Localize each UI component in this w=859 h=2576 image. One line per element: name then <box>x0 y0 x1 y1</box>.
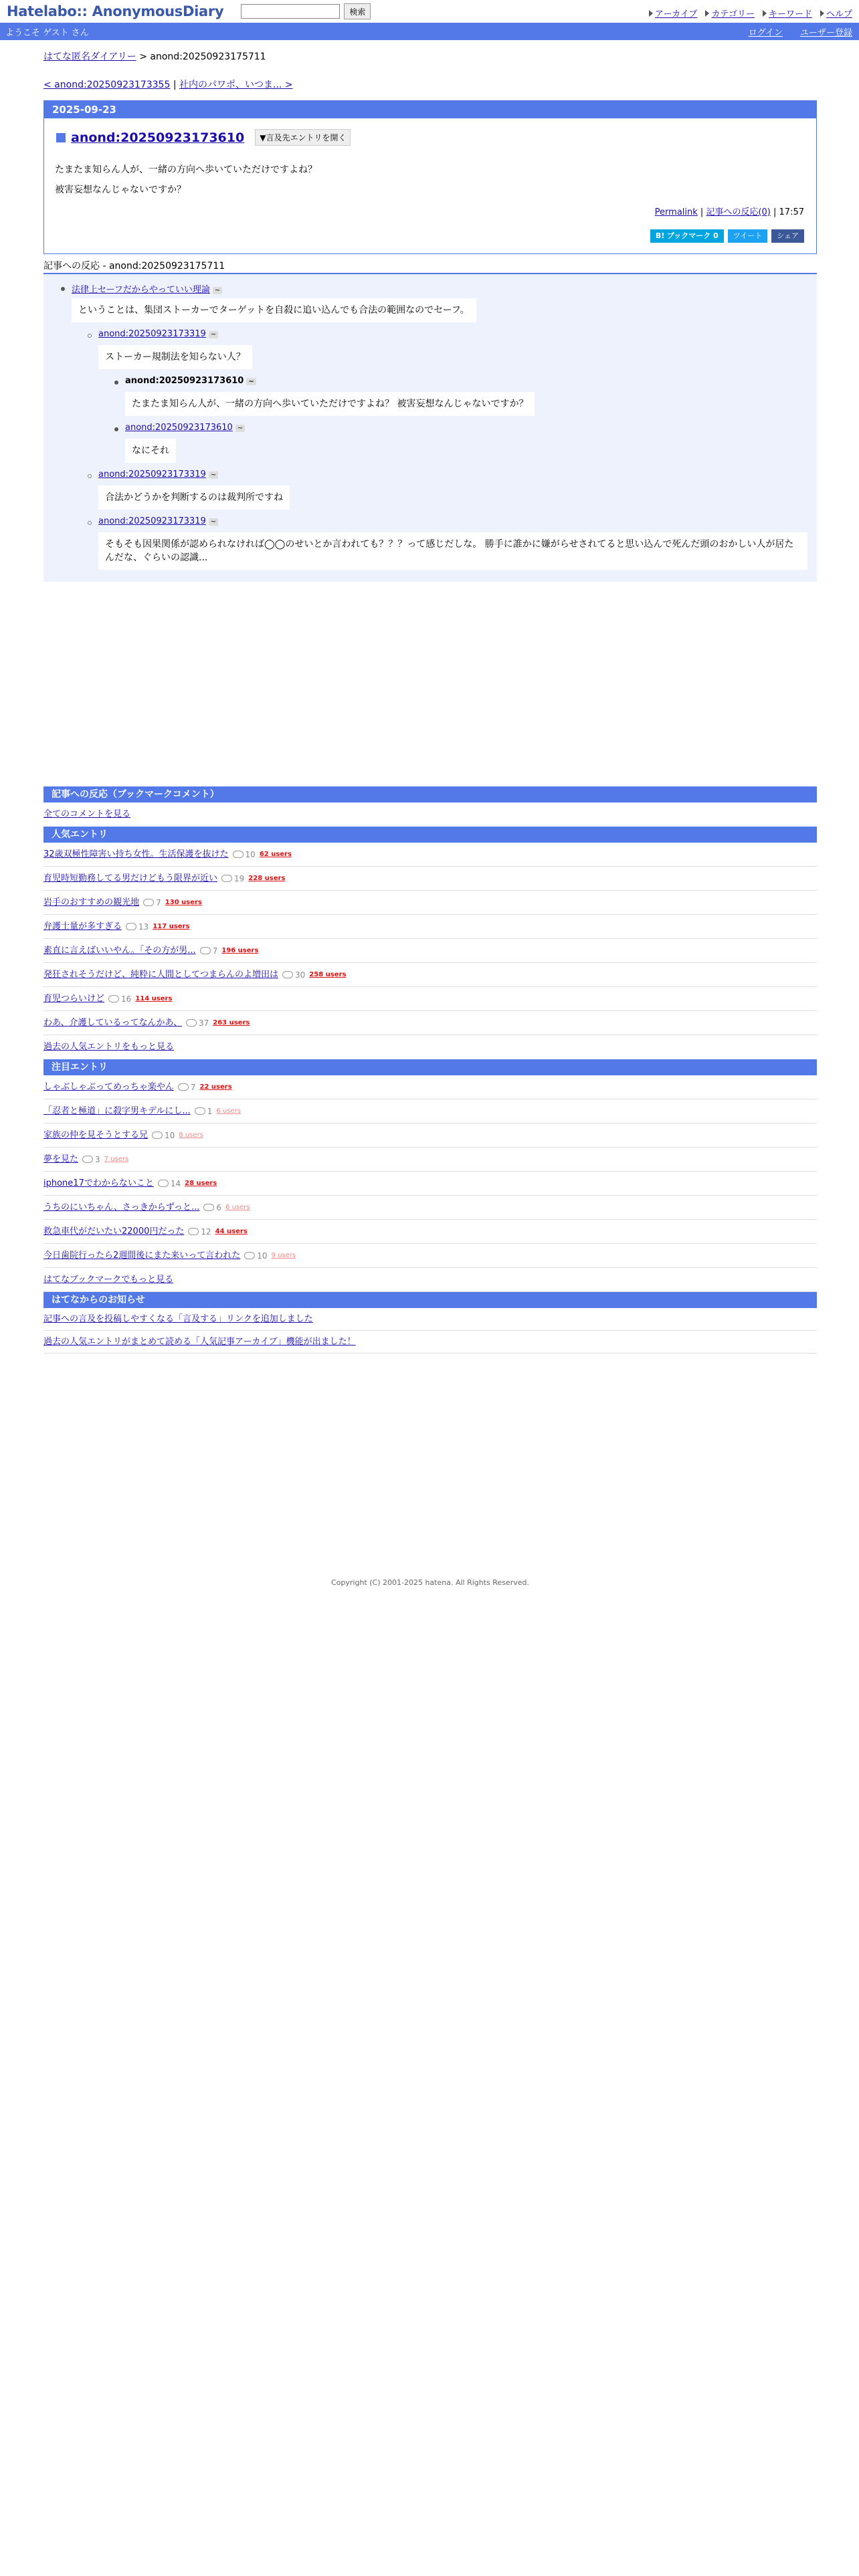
triangle-icon <box>763 10 767 17</box>
comment-icon <box>200 947 211 954</box>
entry-square-icon <box>56 133 66 142</box>
comment-icon <box>178 1083 189 1091</box>
entry-link[interactable]: 32歳双極性障害い持ち女性。生活保護を抜けた <box>43 849 229 859</box>
nav-archive[interactable]: アーカイブ <box>654 9 698 19</box>
entry-link[interactable]: 夢を見た <box>43 1154 79 1164</box>
users-badge[interactable]: 6 users <box>216 1107 241 1115</box>
list-item: 育児時短勤務してる男だけどもう限界が近い 19 228 users <box>43 867 817 891</box>
entry-link[interactable]: 今日歯院行ったら2週間後にまた来いって言われた <box>43 1250 241 1261</box>
comment-icon <box>203 1204 214 1211</box>
notable-heading: 注目エントリ <box>43 1059 817 1075</box>
site-logo[interactable]: Hatelabo:: AnonymousDiary <box>7 3 224 19</box>
open-reference-button[interactable]: ▼言及先エントリを開く <box>255 129 351 146</box>
users-badge[interactable]: 62 users <box>259 850 292 858</box>
all-comments-link[interactable]: 全てのコメントを見る <box>43 809 131 819</box>
bullet-icon <box>114 381 118 385</box>
expand-icon[interactable]: ~ <box>209 471 218 479</box>
breadcrumb-home[interactable]: はてな匿名ダイアリー <box>43 51 136 62</box>
reaction-link[interactable]: anond:20250923173319 <box>98 329 206 339</box>
register-link[interactable]: ユーザー登録 <box>799 27 852 38</box>
entry-link[interactable]: 岩手のおすすめの観光地 <box>43 897 140 907</box>
entry-title[interactable]: anond:20250923173610 <box>71 130 245 145</box>
notable-list <box>43 1075 817 1292</box>
popular-more-link[interactable]: 過去の人気エントリをもっと見る <box>43 1042 175 1052</box>
list-item: 発狂されそうだけど、純粋に人間としてつまらんのよ増田は 30 258 users <box>43 963 817 987</box>
bookmark-comments-heading: 記事への反応（ブックマークコメント） <box>43 786 817 802</box>
expand-icon[interactable]: ~ <box>246 378 256 385</box>
comment-icon <box>195 1107 205 1115</box>
users-badge[interactable]: 196 users <box>221 946 259 954</box>
comment-icon <box>82 1156 93 1163</box>
bullet-icon <box>88 521 92 525</box>
footer-copyright: Copyright (C) 2001-2025 hatena. All Rights Reserved. <box>331 1578 529 1587</box>
entry-link[interactable]: 素直に言えばいいやん。「その方が男... <box>43 945 196 956</box>
bullet-icon <box>114 427 118 431</box>
news-link[interactable]: 記事への言及を投稿しやすくなる「言及する」リンクを追加しました <box>43 1313 313 1324</box>
permalink[interactable]: Permalink <box>654 207 698 217</box>
entry-link[interactable]: うちのにいちゃん、さっきからずっと... <box>43 1202 200 1212</box>
list-item: うちのにいちゃん、さっきからずっと... 6 6 users <box>43 1196 817 1220</box>
entry-date: 2025-09-23 <box>44 101 816 118</box>
popular-heading: 人気エントリ <box>43 827 817 843</box>
login-link[interactable]: ログイン <box>748 27 783 38</box>
comment-icon <box>108 995 119 1002</box>
reaction-link[interactable]: anond:20250923173610 <box>125 423 233 433</box>
expand-icon[interactable]: ~ <box>209 331 218 338</box>
triangle-icon <box>705 10 709 17</box>
bullet-icon <box>88 474 92 478</box>
entry-link[interactable]: 育児つらいけど <box>43 993 105 1004</box>
nav-help[interactable]: ヘルプ <box>826 9 852 19</box>
news-list <box>43 1308 817 1354</box>
news-heading: はてなからのお知らせ <box>43 1292 817 1308</box>
top-nav <box>649 7 852 19</box>
nav-category[interactable]: カテゴリー <box>711 9 755 19</box>
list-item: 弁護士量が多すぎる 13 117 users <box>43 915 817 939</box>
bullet-icon <box>61 287 65 291</box>
triangle-icon <box>820 10 824 17</box>
entry-meta: Permalink | 記事への反応(0) | 17:57 <box>654 207 804 217</box>
reaction-text: ということは、集団ストーカーでターゲットを自殺に追い込んでも合法の範囲なのでセーフ。 <box>72 298 476 322</box>
comment-icon <box>186 1019 197 1027</box>
users-badge[interactable]: 114 users <box>135 994 173 1002</box>
reaction-tree <box>43 274 817 582</box>
list-item <box>43 1308 817 1331</box>
search-button[interactable]: 検索 <box>344 3 371 19</box>
entry-body-line: 被害妄想なんじゃないですか？ <box>55 185 186 195</box>
list-item: 今日歯院行ったら2週間後にまた来いって言われた 10 9 users <box>43 1244 817 1268</box>
facebook-share-button[interactable]: シェア <box>771 229 804 243</box>
entry-link[interactable]: 発狂されそうだけど、純粋に人間としてつまらんのよ増田は <box>43 969 279 980</box>
comment-icon <box>221 875 232 882</box>
expand-icon[interactable]: ~ <box>209 518 218 526</box>
expand-icon[interactable]: ~ <box>235 425 245 432</box>
ad-space <box>43 582 817 786</box>
entry-link[interactable]: 育児時短勤務してる男だけどもう限界が近い <box>43 873 218 883</box>
comment-icon <box>188 1228 199 1235</box>
users-badge[interactable]: 28 users <box>185 1179 217 1187</box>
list-item: 救急車代がだいたい22000円だった 12 44 users <box>43 1220 817 1244</box>
comment-icon <box>282 971 293 978</box>
list-item: 家族の仲を見そうとする兄 10 8 users <box>43 1123 817 1148</box>
entry-link[interactable]: 弁護士量が多すぎる <box>43 921 122 932</box>
list-item: しゃぶしゃぶってめっちゃ楽やん 7 22 users <box>43 1075 817 1099</box>
nav-keyword[interactable]: キーワード <box>768 9 812 19</box>
comment-icon <box>233 851 244 858</box>
user-bar <box>0 23 859 40</box>
reactions-link[interactable]: 記事への反応(0) <box>706 207 771 217</box>
list-item <box>43 1331 817 1354</box>
users-badge[interactable]: 6 users <box>225 1203 250 1211</box>
main-content <box>43 40 817 1587</box>
reactions-heading: 記事への反応 - anond:20250923175711 <box>43 259 817 274</box>
entry-body-line: たまたま知らん人が、一緒の方向へ歩いていただけですよね？ <box>55 165 317 175</box>
reaction-text: たまたま知らん人が、一緒の方向へ歩いていただけですよね？ 被害妄想なんじゃないですか？ <box>125 392 535 416</box>
entry-link[interactable]: 救急車代がだいたい22000円だった <box>43 1226 185 1237</box>
comment-icon <box>244 1252 255 1259</box>
expand-icon[interactable]: ~ <box>213 287 222 294</box>
users-badge[interactable]: 130 users <box>165 898 202 906</box>
list-item: 素直に言えばいいやん。「その方が男... 7 196 users <box>43 939 817 963</box>
list-item: 夢を見た 3 7 users <box>43 1148 817 1172</box>
triangle-icon <box>649 10 653 17</box>
spacer <box>43 1354 817 1578</box>
comment-icon <box>158 1180 169 1187</box>
users-badge[interactable]: 9 users <box>271 1251 296 1259</box>
list-item: iphone17でわからないこと 14 28 users <box>43 1172 817 1196</box>
list-item: 育児つらいけど 16 114 users <box>43 987 817 1011</box>
reaction-text: なにそれ <box>125 439 176 463</box>
search-input[interactable] <box>241 4 340 19</box>
users-badge[interactable]: 117 users <box>153 922 190 930</box>
welcome-text: ようこそ ゲスト さん <box>5 27 89 38</box>
entry-link[interactable]: iphone17でわからないこと <box>43 1178 154 1188</box>
search-form <box>241 3 371 19</box>
entry-link[interactable]: しゃぶしゃぶってめっちゃ楽やん <box>43 1081 174 1092</box>
entry-time: 17:57 <box>779 207 804 217</box>
reaction-link[interactable]: 法律上セーフだからやっていい理論 <box>72 285 210 295</box>
popular-list <box>43 843 817 1059</box>
users-badge[interactable]: 7 users <box>104 1155 129 1163</box>
reaction-link[interactable]: anond:20250923173319 <box>98 516 206 526</box>
entry-link[interactable]: 「忍者と極道」に殺字男キデルにし... <box>43 1105 191 1116</box>
comment-icon <box>152 1132 163 1139</box>
users-badge[interactable]: 22 users <box>199 1083 232 1091</box>
reaction-text: そもそも因果関係が認められなければ◯◯のせいとか言われても？？？って感じだしな。 勝手に誰かに嫌がらせされてると思い込んで死んだ頭のおかしい人が居たんだな、ぐらいの認識... <box>98 532 807 570</box>
header <box>0 0 859 23</box>
pager: < anond:20250923173355 | 社内のパワポ、いつま... > <box>43 80 293 90</box>
users-badge[interactable]: 263 users <box>213 1018 250 1027</box>
breadcrumb: はてな匿名ダイアリー > anond:20250923175711 <box>43 51 266 62</box>
prev-entry-link[interactable]: < anond:20250923173355 <box>43 80 171 90</box>
comment-icon <box>126 923 136 930</box>
entry-link[interactable]: 家族の仲を見そうとする兄 <box>43 1130 149 1140</box>
tweet-button[interactable]: ツイート <box>728 229 767 243</box>
reaction-text: ストーカー規制法を知らない人？ <box>98 345 252 369</box>
share-buttons <box>650 229 804 243</box>
hatena-bookmark-button[interactable]: B! ブックマーク 0 <box>650 229 724 243</box>
users-badge[interactable]: 44 users <box>215 1227 248 1235</box>
breadcrumb-current: anond:20250923175711 <box>150 51 266 62</box>
bullet-icon <box>88 334 92 338</box>
current-entry-title: anond:20250923173610 <box>125 376 244 386</box>
list-item: 岩手のおすすめの観光地 7 130 users <box>43 891 817 915</box>
next-entry-link[interactable]: 社内のパワポ、いつま... > <box>179 80 293 90</box>
comment-icon <box>143 899 154 906</box>
list-item: わあ、介護しているってなんかあ、 37 263 users <box>43 1011 817 1035</box>
list-item: 32歳双極性障害い持ち女性。生活保護を抜けた 10 62 users <box>43 843 817 867</box>
news-link[interactable]: 過去の人気エントリがまとめて読める「人気記事アーカイブ」機能が出ました！ <box>43 1336 356 1347</box>
users-badge[interactable]: 258 users <box>309 970 347 978</box>
users-badge[interactable]: 8 users <box>179 1131 203 1139</box>
users-badge[interactable]: 228 users <box>248 874 286 882</box>
reaction-text: 合法かどうかを判断するのは裁判所ですね <box>98 486 290 510</box>
notable-more-link[interactable]: はてなブックマークでもっと見る <box>43 1274 174 1285</box>
reaction-link[interactable]: anond:20250923173319 <box>98 469 206 479</box>
list-item: 「忍者と極道」に殺字男キデルにし... 1 6 users <box>43 1099 817 1123</box>
entry-link[interactable]: わあ、介護しているってなんかあ、 <box>43 1017 182 1028</box>
entry <box>43 100 817 254</box>
